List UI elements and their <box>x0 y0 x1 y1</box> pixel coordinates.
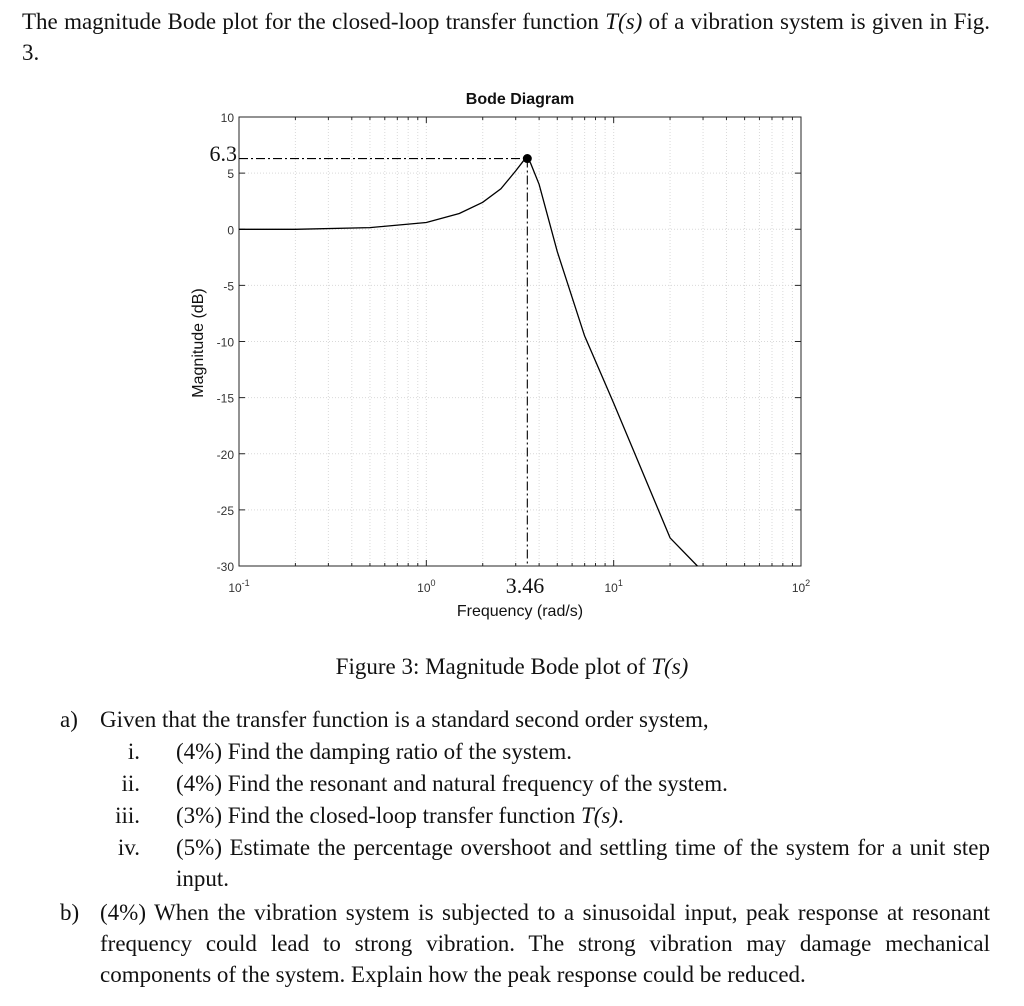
subpart-text: (4%) Find the damping ratio of the system. <box>176 739 573 764</box>
subpart-text: (5%) Estimate the percentage overshoot and settling time of the system for a unit step input. <box>176 835 990 891</box>
subpart-text: (3%) Find the closed-loop transfer function <box>176 803 576 828</box>
caption-text: Figure 3: Magnitude Bode plot of <box>335 654 646 679</box>
question-b-text: (4%) When the vibration system is subjected to a sinusoidal input, peak response at resonant frequency could lead to strong vibration. The strong vibration may damage mechanical components of the system. Explain how the peak response could be reduced. <box>100 900 990 987</box>
x-axis-label: Frequency (rad/s) <box>456 603 584 620</box>
subpart-number: ii. <box>121 771 140 796</box>
y-tick-label: 10 <box>220 111 234 125</box>
subpart-number: i. <box>127 739 140 764</box>
y-tick-label: -5 <box>223 279 234 294</box>
intro-text-before: The magnitude Bode plot for the closed-loop transfer function <box>22 9 599 34</box>
subpart-text: (4%) Find the resonant and natural frequency of the system. <box>176 771 728 796</box>
y-tick-label: -20 <box>216 447 234 462</box>
x-tick-label: $10^2$ <box>791 578 811 595</box>
y-tick-label: -15 <box>216 391 234 406</box>
y-tick-label: -25 <box>216 503 234 518</box>
caption-symbol: T(s) <box>651 654 689 679</box>
y-tick-label: 0 <box>227 223 234 238</box>
subpart-symbol: T(s) <box>580 803 619 828</box>
x-tick-label: $10^1$ <box>604 578 623 595</box>
peak-magnitude-label: 6.3 <box>209 141 237 166</box>
question-b-label: b) <box>60 900 80 925</box>
peak-marker <box>523 154 532 163</box>
peak-frequency-label: 3.46 <box>505 573 545 598</box>
x-tick-label: $10^0$ <box>417 578 436 595</box>
figure-background <box>0 80 1024 640</box>
question-a-text: Given that the transfer function is a standard second order system, <box>100 707 709 732</box>
y-tick-label: -30 <box>216 560 234 574</box>
intro-symbol: T(s) <box>605 9 643 34</box>
chart-title: Bode Diagram <box>465 91 575 108</box>
subpart-number: iv. <box>117 835 140 860</box>
intro-text-after: of a vibration system is given in Fig. 3. <box>22 9 990 65</box>
x-tick-label: $10^{-1}$ <box>228 578 250 595</box>
y-tick-label: -10 <box>216 335 234 350</box>
subpart-text-after: . <box>618 803 624 828</box>
subpart-number: iii. <box>115 803 140 828</box>
y-tick-label: 5 <box>227 167 234 182</box>
figure-caption <box>0 654 1024 680</box>
y-axis-label: Magnitude (dB) <box>190 288 207 398</box>
question-a-label: a) <box>60 707 78 732</box>
